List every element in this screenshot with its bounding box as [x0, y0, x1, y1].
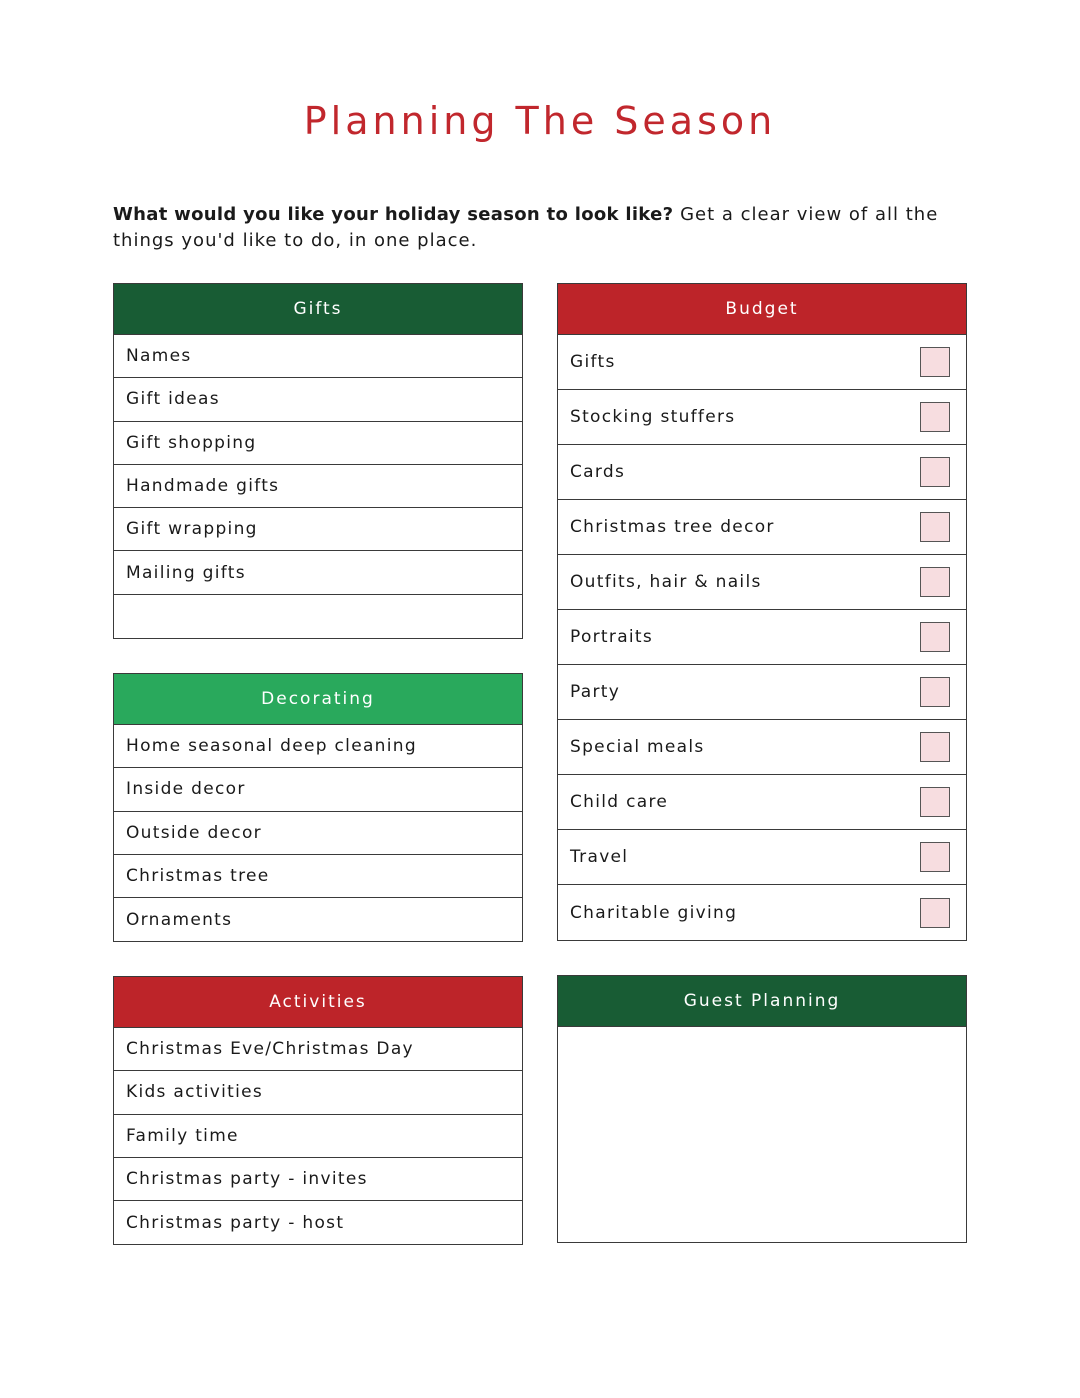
budget-row	[558, 500, 966, 555]
gifts-item-label: Mailing gifts	[126, 562, 246, 583]
intro-text	[113, 202, 973, 254]
decorating-item-label: Inside decor	[126, 779, 246, 800]
activities-item-label: Christmas party - host	[126, 1212, 345, 1233]
gifts-row[interactable]	[114, 551, 522, 594]
budget-row	[558, 610, 966, 665]
gifts-item-label: Gift shopping	[126, 432, 257, 453]
gifts-item-label: Handmade gifts	[126, 476, 280, 497]
activities-row[interactable]	[114, 1071, 522, 1114]
intro-question: What would you like your holiday season to look like?	[113, 204, 674, 225]
budget-amount-box[interactable]	[920, 457, 950, 487]
decorating-section	[113, 673, 523, 942]
gifts-row-blank[interactable]	[114, 595, 522, 638]
gifts-item-label: Names	[126, 346, 192, 367]
budget-row	[558, 775, 966, 830]
gifts-item-label: Gift wrapping	[126, 519, 258, 540]
budget-amount-box[interactable]	[920, 402, 950, 432]
decorating-item-label: Christmas tree	[126, 866, 270, 887]
budget-amount-box[interactable]	[920, 512, 950, 542]
budget-header: Budget	[558, 284, 966, 335]
budget-amount-box[interactable]	[920, 567, 950, 597]
budget-row	[558, 335, 966, 390]
budget-amount-box[interactable]	[920, 898, 950, 928]
page-title: Planning The Season	[303, 99, 777, 144]
budget-row	[558, 555, 966, 610]
gifts-row[interactable]	[114, 422, 522, 465]
guest-planning-header: Guest Planning	[558, 976, 966, 1027]
budget-amount-box[interactable]	[920, 677, 950, 707]
gifts-item-label: Gift ideas	[126, 389, 220, 410]
budget-amount-box[interactable]	[920, 732, 950, 762]
intro-description: Get a clear view of all the things you'd like to do, in one place.	[113, 204, 939, 251]
gifts-row[interactable]	[114, 465, 522, 508]
budget-item-label: Outfits, hair & nails	[570, 572, 762, 592]
decorating-header: Decorating	[114, 674, 522, 725]
budget-row	[558, 445, 966, 500]
activities-row[interactable]	[114, 1158, 522, 1201]
decorating-row[interactable]	[114, 855, 522, 898]
budget-amount-box[interactable]	[920, 622, 950, 652]
budget-section	[557, 283, 967, 941]
decorating-row[interactable]	[114, 812, 522, 855]
decorating-item-label: Outside decor	[126, 822, 262, 843]
decorating-row[interactable]	[114, 725, 522, 768]
budget-item-label: Party	[570, 682, 621, 702]
gifts-row[interactable]	[114, 508, 522, 551]
activities-item-label: Christmas Eve/Christmas Day	[126, 1039, 414, 1060]
gifts-section	[113, 283, 523, 639]
budget-amount-box[interactable]	[920, 787, 950, 817]
gifts-row[interactable]	[114, 378, 522, 421]
activities-header: Activities	[114, 977, 522, 1028]
activities-row[interactable]	[114, 1201, 522, 1244]
budget-item-label: Stocking stuffers	[570, 407, 736, 427]
budget-row	[558, 390, 966, 445]
budget-row	[558, 885, 966, 940]
budget-item-label: Travel	[570, 847, 629, 867]
decorating-row[interactable]	[114, 768, 522, 811]
budget-item-label: Special meals	[570, 737, 705, 757]
budget-amount-box[interactable]	[920, 347, 950, 377]
activities-item-label: Family time	[126, 1125, 239, 1146]
decorating-item-label: Home seasonal deep cleaning	[126, 736, 417, 757]
activities-row[interactable]	[114, 1115, 522, 1158]
gifts-row[interactable]	[114, 335, 522, 378]
budget-item-label: Christmas tree decor	[570, 517, 775, 537]
budget-item-label: Portraits	[570, 627, 654, 647]
budget-amount-box[interactable]	[920, 842, 950, 872]
activities-item-label: Christmas party - invites	[126, 1169, 368, 1190]
decorating-row[interactable]	[114, 898, 522, 941]
decorating-item-label: Ornaments	[126, 909, 233, 930]
activities-row[interactable]	[114, 1028, 522, 1071]
budget-item-label: Child care	[570, 792, 669, 812]
budget-row	[558, 830, 966, 885]
budget-row	[558, 665, 966, 720]
budget-item-label: Charitable giving	[570, 902, 738, 923]
activities-section	[113, 976, 523, 1245]
guest-planning-notes-area[interactable]	[558, 1027, 966, 1242]
gifts-header: Gifts	[114, 284, 522, 335]
guest-planning-section	[557, 975, 967, 1243]
budget-item-label: Cards	[570, 462, 626, 482]
budget-item-label: Gifts	[570, 352, 616, 372]
activities-item-label: Kids activities	[126, 1082, 264, 1103]
budget-row	[558, 720, 966, 775]
